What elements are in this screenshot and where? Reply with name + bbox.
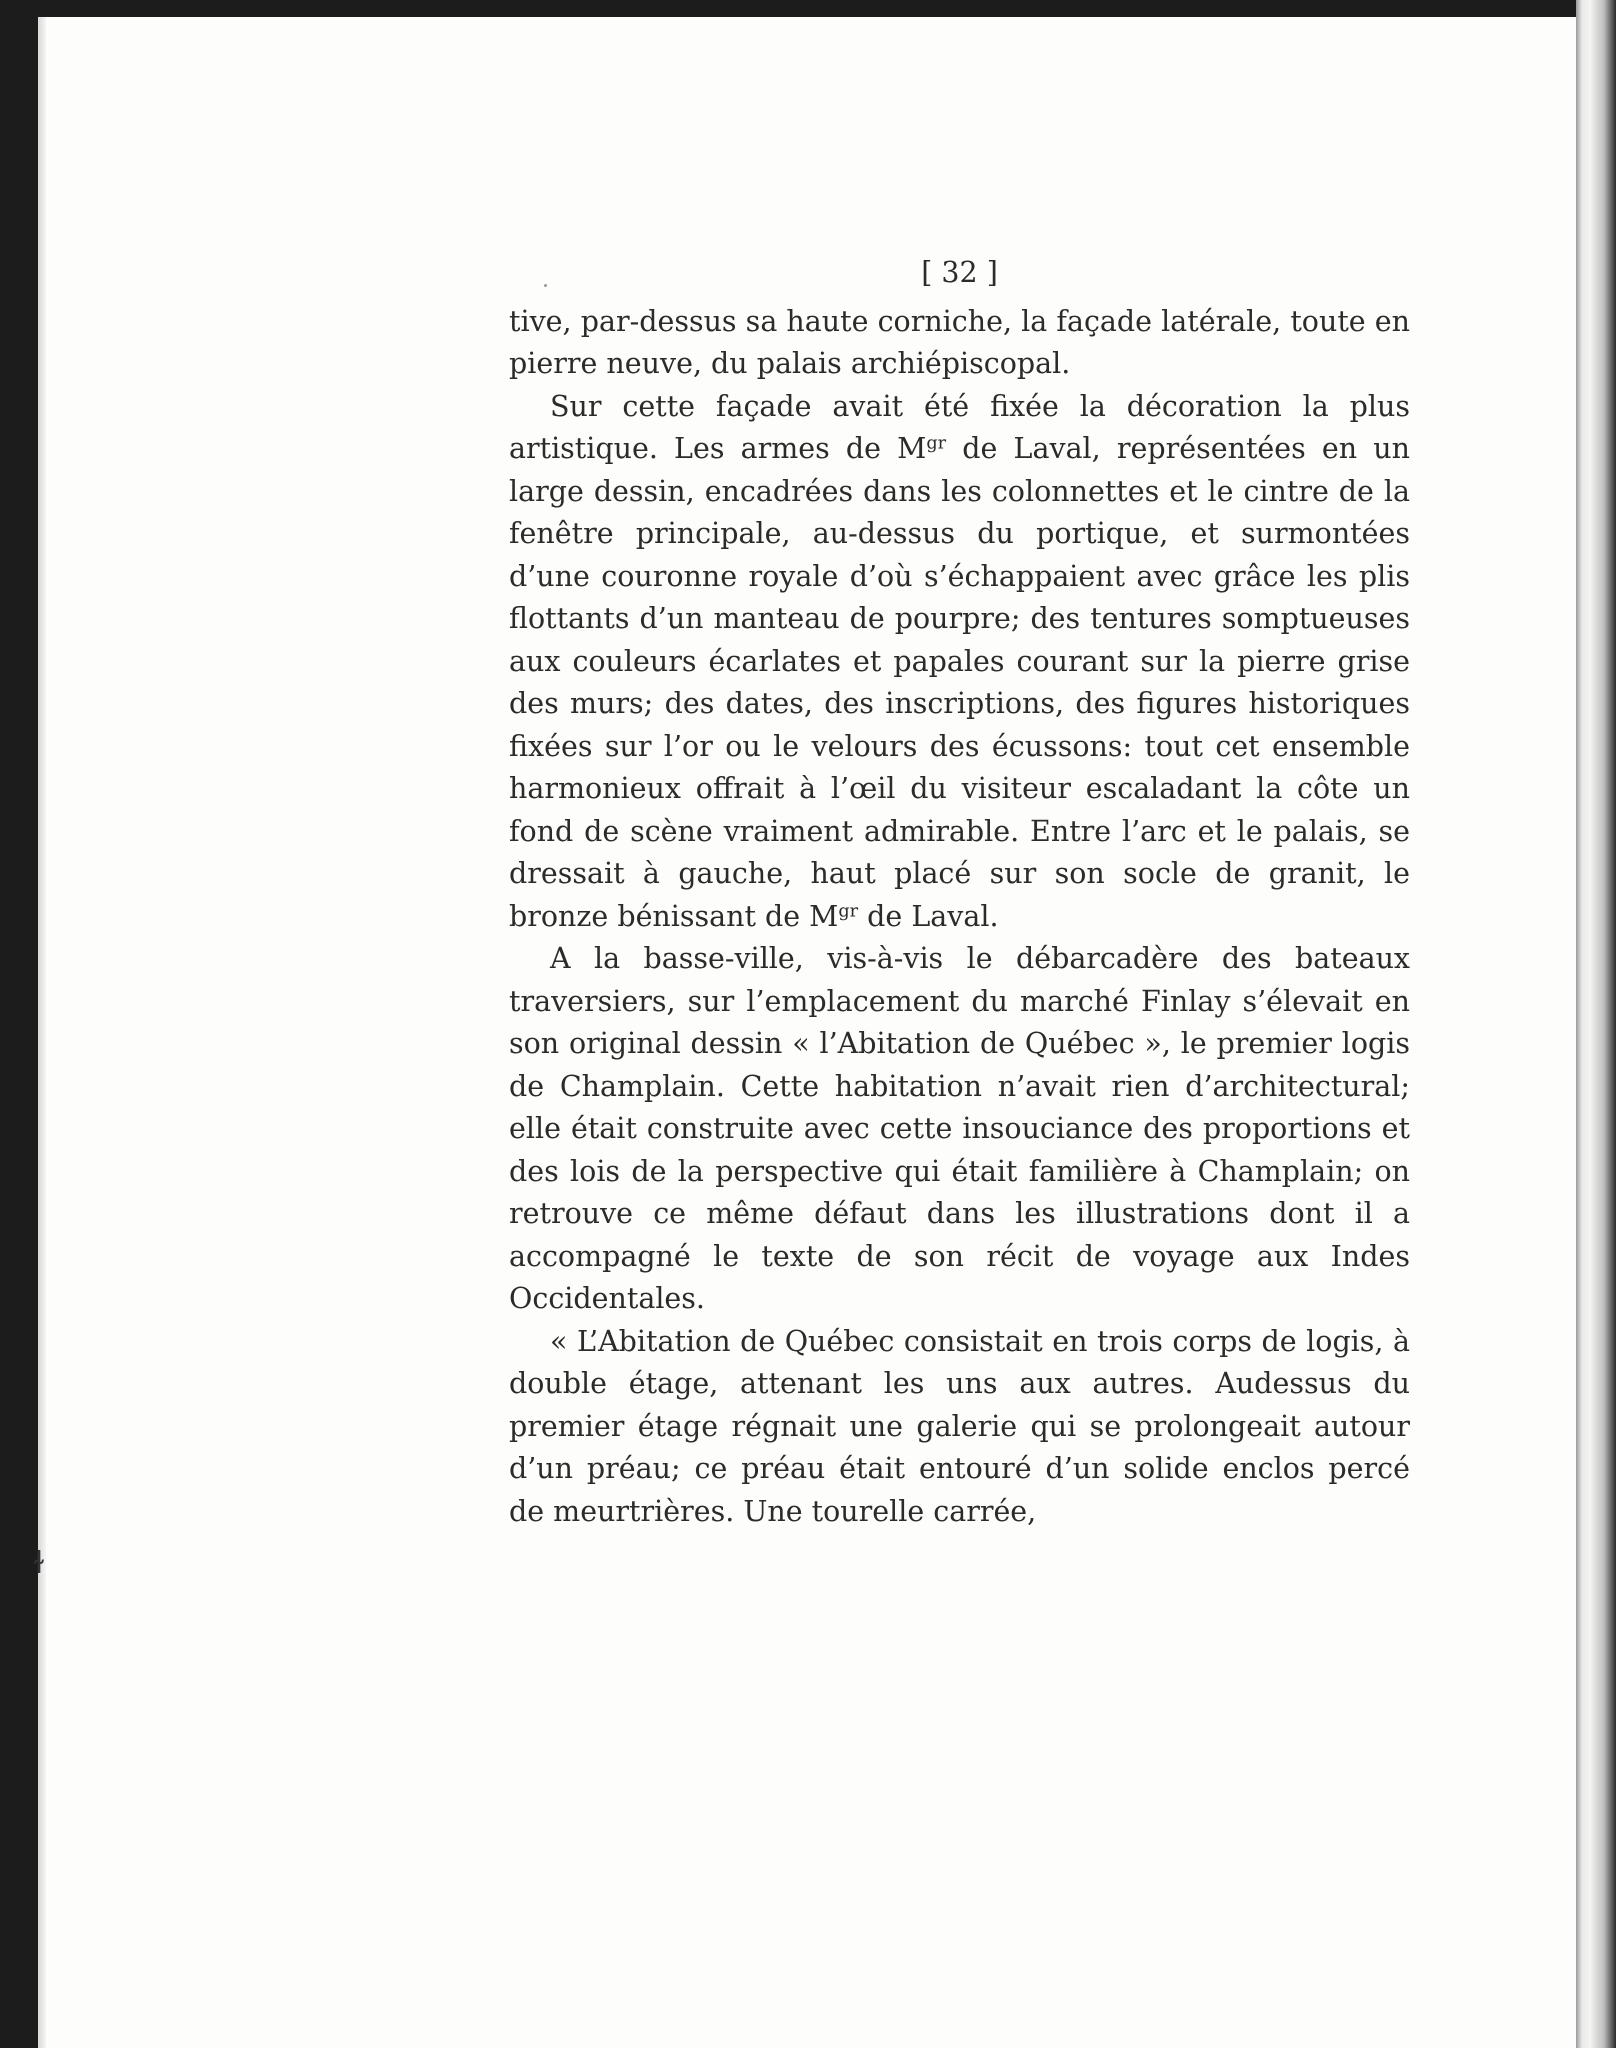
body-text — [509, 252, 1410, 1533]
paragraph-list — [509, 301, 1410, 1534]
superscript-abbreviation: gr — [926, 433, 947, 454]
paragraph-text: Sur cette façade avait été fixée la décoration la plus artistique. Les armes de M — [509, 389, 1410, 465]
paragraph-text: A la basse-ville, vis-à-vis le débarcadère des bateaux traversiers, sur l’emplacement du marché Finlay s’élevait en son original dessin « l’Abitation de Québec », le premier logis de Champlain. Cette habitation n’avait rien d’architectural; elle était construite avec cette insouciance des proportions et des lois de la perspective qui était familière à Champlain; on retrouve ce même défaut dans les illustrations dont il a accompagné le texte de son récit de voyage aux Indes Occidentales. — [509, 942, 1410, 1315]
superscript-abbreviation: gr — [838, 900, 859, 921]
paragraph-text: de Laval. — [858, 899, 999, 933]
paragraph — [509, 1321, 1410, 1534]
paragraph-text: de Laval, représentées en un large dessin, encadrées dans les colonnettes et le cintre de la fenêtre principale, au-dessus du portique, et surmontées d’une couronne royale d’où s’échappaient avec grâce les plis flottants d’un manteau de pourpre; des tentures somptueuses aux couleurs écarlates et papales courant sur la pierre grise des murs; des dates, des inscriptions, des figures historiques fixées sur l’or ou le velours des écussons: tout cet ensemble harmonieux offrait à l’œil du visiteur escaladant la côte un fond de scène vraiment admirable. Entre l’arc et le palais, se dressait à gauche, haut placé sur son socle de granit, le bronze bénissant de M — [509, 432, 1411, 933]
book-gutter — [1576, 0, 1616, 2048]
margin-mark: ɫ — [33, 1546, 45, 1581]
page-number: [ 32 ] — [921, 256, 998, 289]
paragraph-text: « L’Abitation de Québec consistait en trois corps de logis, à double étage, attenant les uns aux autres. Audessus du premier étage régnait une galerie qui se prolongeait autour d’un préau; ce préau était entouré d’un solide enclos percé de meurtrières. Une tourelle carrée, — [509, 1324, 1410, 1528]
page-left-edge — [38, 17, 46, 2048]
paragraph — [509, 386, 1410, 939]
paragraph — [509, 301, 1410, 386]
paragraph-text: tive, par-dessus sa haute corniche, la façade latérale, toute en pierre neuve, du palais archiépiscopal. — [509, 304, 1410, 380]
paragraph — [509, 938, 1410, 1321]
